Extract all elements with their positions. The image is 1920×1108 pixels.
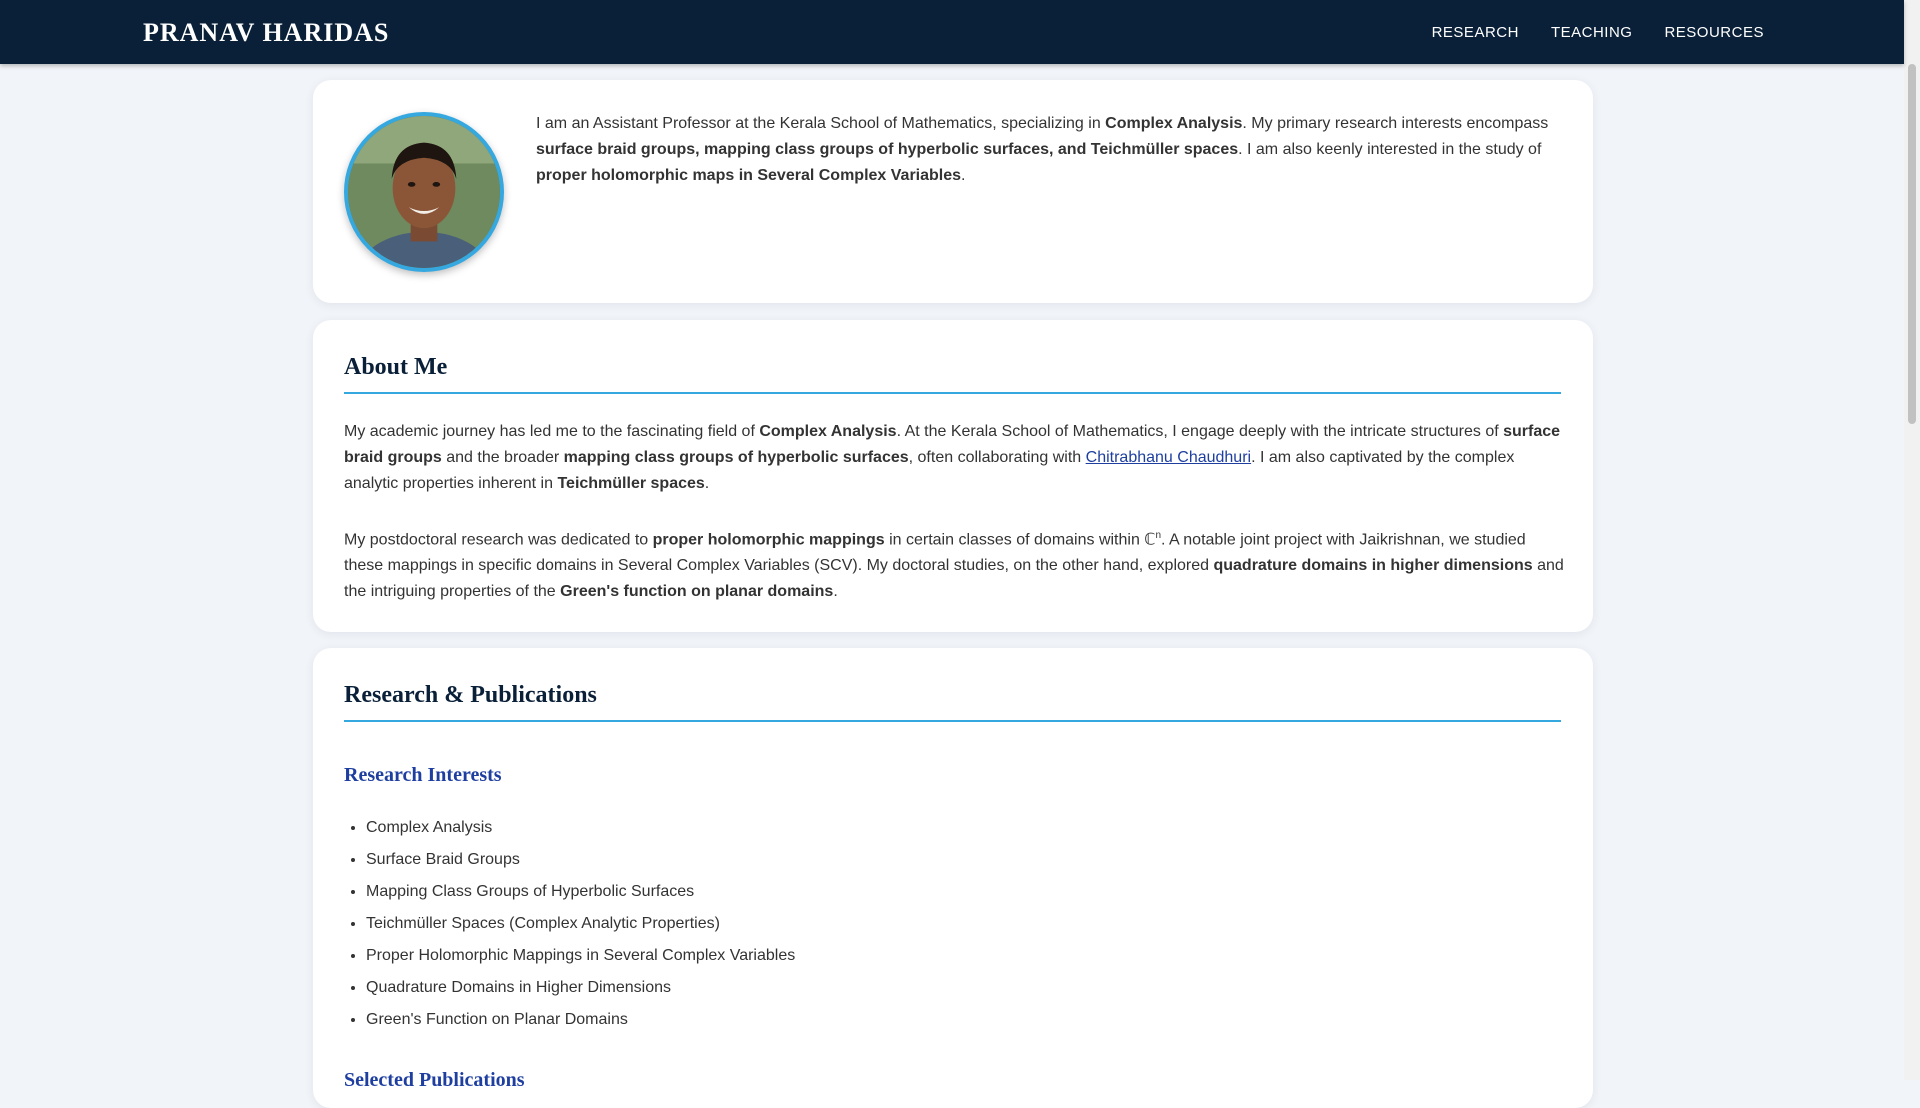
about-p2-text-5: .: [833, 583, 838, 601]
intro-bold-1: Complex Analysis: [1105, 115, 1243, 132]
intro-bold-2: surface braid groups, mapping class groups of hyperbolic surfaces, and Teichmüller spaces: [536, 141, 1239, 158]
research-divider: [344, 720, 1561, 722]
list-item: • Green's Function on Planar Domains: [366, 1004, 795, 1036]
complex-space-symbol: ℂ: [1144, 531, 1156, 549]
research-interests-heading: Research Interests: [344, 764, 502, 786]
about-p1-text-2: . At the Kerala School of Mathematics, I engage deeply with the intricate structures of: [896, 423, 1504, 440]
about-p2-bold-1: proper holomorphic mappings: [652, 531, 885, 549]
complex-space-exponent: n: [1155, 530, 1162, 541]
about-p2-text-2: in certain classes of domains within: [884, 531, 1145, 549]
about-p1-bold-2: surface braid groups: [344, 423, 1561, 466]
about-p2-text-4: and the intriguing properties of the: [344, 557, 1564, 601]
nav-teaching[interactable]: TEACHING: [1550, 23, 1633, 41]
about-card: [313, 320, 1593, 632]
about-paragraph-1: [344, 419, 1564, 497]
nav-resources[interactable]: RESOURCES: [1664, 23, 1764, 41]
about-p1-text-1: My academic journey has led me to the fascinating field of: [344, 423, 760, 440]
scrollbar-thumb[interactable]: [1908, 64, 1916, 424]
intro-text-1: I am an Assistant Professor at the Kerala School of Mathematics, specializing in: [536, 115, 1106, 132]
intro-text-2: . My primary research interests encompass: [1242, 115, 1549, 132]
list-item: • Surface Braid Groups: [366, 844, 795, 876]
top-navbar: [0, 0, 1904, 64]
about-p2-text-1: My postdoctoral research was dedicated to: [344, 531, 653, 549]
about-p1-bold-1: Complex Analysis: [759, 423, 897, 440]
about-title: About Me: [344, 354, 448, 380]
list-item: • Complex Analysis: [366, 812, 795, 844]
about-p2-bold-2: quadrature domains in higher dimensions: [1213, 557, 1533, 575]
about-p1-bold-3: mapping class groups of hyperbolic surfaces: [563, 449, 909, 466]
about-p1-bold-4: Teichmüller spaces: [557, 475, 705, 492]
selected-publications-heading: Selected Publications: [344, 1069, 525, 1091]
list-item: • Mapping Class Groups of Hyperbolic Surfaces: [366, 876, 795, 908]
about-divider: [344, 392, 1561, 394]
about-p1-text-5: . I am also captivated by the complex analytic properties inherent in: [344, 449, 1515, 492]
intro-text-4: .: [961, 167, 966, 184]
research-card: [313, 648, 1593, 1108]
list-item: • Quadrature Domains in Higher Dimensions: [366, 972, 795, 1004]
about-paragraph-2: [344, 523, 1564, 605]
profile-photo: [344, 112, 504, 272]
intro-text-3: . I am also keenly interested in the study of: [1238, 141, 1542, 158]
about-p1-text-6: .: [704, 475, 710, 492]
profile-photo-illustration: [348, 116, 500, 268]
list-item: • Teichmüller Spaces (Complex Analytic Properties): [366, 908, 795, 940]
intro-card: [313, 80, 1593, 303]
about-p2-bold-3: Green's function on planar domains: [560, 583, 834, 601]
site-brand[interactable]: PRANAV HARIDAS: [143, 18, 390, 47]
research-interests-list: [344, 812, 795, 1036]
nav-research[interactable]: RESEARCH: [1431, 23, 1519, 41]
about-p2-text-3: . A notable joint project with Jaikrishnan, we studied these mappings in specific domains in Several Complex Variables (SCV). My doctoral studies, on the other hand, explored: [344, 531, 1526, 575]
intro-bold-3: proper holomorphic maps in Several Complex Variables: [536, 167, 962, 184]
about-p1-text-3: and the broader: [441, 449, 564, 466]
intro-paragraph: [536, 111, 1566, 189]
about-p1-text-4: , often collaborating with: [908, 449, 1086, 466]
nav-links: [1400, 0, 1764, 64]
list-item: • Proper Holomorphic Mappings in Several Complex Variables: [366, 940, 795, 972]
research-title: Research & Publications: [344, 682, 597, 708]
collaborator-link[interactable]: Chitrabhanu Chaudhuri: [1085, 449, 1252, 466]
